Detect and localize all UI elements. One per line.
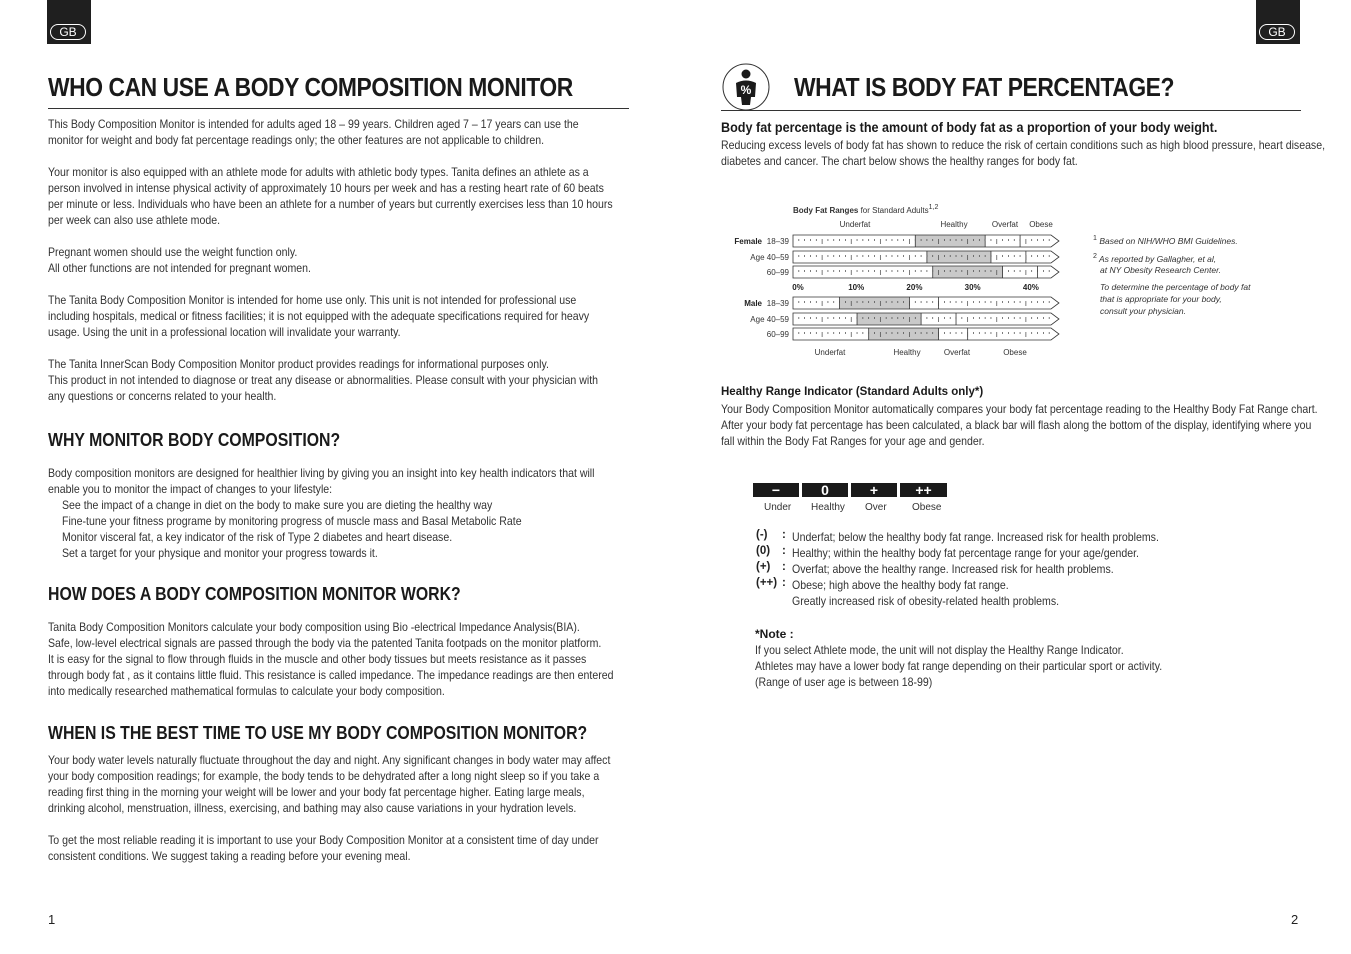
indicator-obese-label: Obese — [912, 502, 942, 513]
chart-age-label: Age 40–59 — [750, 315, 789, 324]
intro-line: usage. Using the unit in a professional location will invalidate your warranty. — [48, 325, 401, 339]
how-line: Tanita Body Composition Monitors calculate your body composition using Bio -electrical Impedance Analysis(BIA). — [48, 620, 580, 634]
indicator-over-cell: + — [851, 483, 897, 497]
intro-line: per minute or less. Individuals who have been an athlete for a number of years but currently exercises less than 10 hours — [48, 197, 613, 211]
chart-bottom-label: Obese — [1003, 348, 1027, 357]
language-badge-right — [1256, 0, 1300, 44]
body-fat-chart — [730, 197, 1075, 362]
legend-text: Obese; high above the healthy body fat range. — [792, 578, 1009, 592]
chart-top-label: Healthy — [940, 220, 968, 229]
legend-code: (0) — [756, 545, 771, 557]
page-number-right: 2 — [1291, 912, 1299, 927]
how-line: Safe, low-level electrical signals are passed through the body via the patented Tanita footpads on the monitor platform. — [48, 636, 602, 650]
footnote-2-line-2: at NY Obesity Research Center. — [1100, 265, 1221, 275]
chart-age-label: 60–99 — [766, 330, 789, 339]
note-heading: *Note : — [755, 627, 794, 641]
title-rule-right — [721, 110, 1301, 111]
healthy-range-indicator — [753, 483, 948, 517]
body-fat-ranges-chart — [730, 197, 1075, 362]
legend-code: (++) — [756, 577, 778, 589]
chart-healthy-band — [927, 251, 991, 263]
why-line: Body composition monitors are designed for healthier living by giving you an insight into key health indicators that will — [48, 466, 595, 480]
legend-code: (-) — [756, 529, 768, 541]
intro-line: any questions or concerns related to your health. — [48, 389, 277, 403]
note-line: If you select Athlete mode, the unit will not display the Healthy Range Indicator. — [755, 643, 1124, 657]
indicator-over-label: Over — [865, 502, 887, 513]
why-line: Set a target for your physique and monitor your progress towards it. — [62, 546, 378, 560]
legend-code: (+) — [756, 561, 771, 573]
legend-extra-line: Greatly increased risk of obesity-related health problems. — [792, 594, 1060, 608]
footnote-3-line-2: that is appropriate for your body, — [1100, 294, 1222, 304]
person-percent-icon — [722, 63, 770, 111]
indicator-line: Your Body Composition Monitor automatically compares your body fat percentage reading to the Healthy Body Fat Range chart. — [721, 402, 1318, 416]
indicator-under-label: Under — [764, 502, 792, 513]
language-badge-left — [47, 0, 91, 44]
chart-title-bold: Body Fat Ranges — [793, 206, 859, 215]
heading-when: WHEN IS THE BEST TIME TO USE MY BODY COMPOSITION MONITOR? — [48, 723, 588, 743]
chart-age-label: 18–39 — [766, 299, 789, 308]
legend-text: Healthy; within the healthy body fat percentage range for your age/gender. — [792, 546, 1139, 560]
chart-title-sup: 1,2 — [928, 204, 939, 211]
footnote-2 — [1093, 251, 1216, 265]
language-label: GB — [1259, 24, 1295, 40]
chart-top-label: Overfat — [991, 220, 1019, 229]
chart-bottom-label: Healthy — [893, 348, 921, 357]
how-line: through body fat , as it contains little fluid. This resistance is called impedance. The impedance readings are then entered — [48, 668, 614, 682]
chart-title — [793, 204, 938, 215]
footnote-1-text: Based on NIH/WHO BMI Guidelines. — [1099, 235, 1238, 246]
when-line: To get the most reliable reading it is important to use your Body Composition Monitor at a consistent time of day under — [48, 833, 599, 847]
heading-how: HOW DOES A BODY COMPOSITION MONITOR WORK? — [48, 584, 461, 604]
page-title-left: WHO CAN USE A BODY COMPOSITION MONITOR — [48, 72, 573, 102]
legend-colon: : — [782, 561, 786, 573]
svg-text:%: % — [740, 83, 752, 97]
why-line: Monitor visceral fat, a key indicator of the risk of Type 2 diabetes and heart disease. — [62, 530, 453, 544]
footnote-3-line-1: To determine the percentage of body fat — [1100, 282, 1251, 292]
chart-group-label: Female — [734, 237, 762, 246]
chart-axis-tick-label: 0% — [792, 283, 804, 292]
chart-healthy-band — [857, 313, 921, 325]
indicator-heading: Healthy Range Indicator (Standard Adults only*) — [721, 386, 984, 398]
page-title-right: WHAT IS BODY FAT PERCENTAGE? — [794, 72, 1175, 102]
chart-bottom-label: Underfat — [814, 348, 846, 357]
footnote-1 — [1093, 233, 1238, 247]
intro-line: person involved in intense physical activity of approximately 10 hours per week and has a resting heart rate of 60 beats — [48, 181, 604, 195]
why-line: See the impact of a change in diet on the body to make sure you are dieting the healthy way — [62, 498, 493, 512]
chart-row-outline — [793, 251, 1059, 263]
intro-line: monitor for weight and body fat percentage readings only; the other features are not applicable to children. — [48, 133, 545, 147]
when-line: reading first thing in the morning your weight will be lower and your body fat percentage higher. Eating large meals, — [48, 785, 585, 799]
indicator-obese-cell: ++ — [900, 483, 947, 497]
how-line: It is easy for the signal to flow through fluids in the muscle and other body tissues but meets resistance as it passes — [48, 652, 587, 666]
body-fat-icon — [722, 63, 770, 111]
chart-age-label: Age 40–59 — [750, 253, 789, 262]
indicator-line: After your body fat percentage has been calculated, a black bar will flash along the bottom of the display, identifying where you — [721, 418, 1312, 432]
indicator-line: fall within the Body Fat Ranges for your age and gender. — [721, 434, 985, 448]
lead-sentence: Body fat percentage is the amount of body fat as a proportion of your body weight. — [721, 119, 1218, 135]
chart-row-outline — [793, 313, 1059, 325]
chart-bottom-label: Overfat — [943, 348, 971, 357]
intro-line: The Tanita Body Composition Monitor is intended for home use only. This unit is not intended for professional use — [48, 293, 577, 307]
footnote-1-marker: 1 — [1093, 234, 1097, 242]
lead-line: diabetes and cancer. The chart below shows the healthy ranges for body fat. — [721, 154, 1078, 168]
chart-row-outline — [793, 266, 1059, 278]
intro-line: This Body Composition Monitor is intended for adults aged 18 – 99 years. Children aged 7 – 17 years can use the — [48, 117, 579, 131]
lead-line: Reducing excess levels of body fat has shown to reduce the risk of certain conditions such as high blood pressure, heart disease, — [721, 138, 1326, 152]
chart-top-label: Obese — [1029, 220, 1053, 229]
indicator-healthy-cell: 0 — [802, 483, 848, 497]
how-line: into medically researched mathematical formulas to calculate your body composition. — [48, 684, 445, 698]
legend-colon: : — [782, 545, 786, 557]
when-line: drinking alcohol, menstruation, illness, exercising, and bathing may also cause variations in your hydration levels. — [48, 801, 577, 815]
chart-age-label: 18–39 — [766, 237, 789, 246]
intro-line: All other functions are not intended for pregnant women. — [48, 261, 311, 275]
why-line: Fine-tune your fitness programe by monitoring progress of muscle mass and Basal Metabolic Rate — [62, 514, 522, 528]
when-line: Your body water levels naturally fluctuate throughout the day and night. Any significant changes in body water may affect — [48, 753, 611, 767]
chart-axis-tick-label: 20% — [906, 283, 923, 292]
footnote-3-line-3: consult your physician. — [1100, 306, 1186, 316]
chart-group-label: Male — [744, 299, 762, 308]
chart-axis-tick-label: 40% — [1022, 283, 1039, 292]
note-line: Athletes may have a lower body fat range depending on their particular sport or activity. — [755, 659, 1163, 673]
legend-colon: : — [782, 577, 786, 589]
chart-top-label: Underfat — [839, 220, 871, 229]
indicator-healthy-label: Healthy — [811, 502, 845, 513]
footnote-2-marker: 2 — [1093, 252, 1097, 260]
intro-line: The Tanita InnerScan Body Composition Monitor product provides readings for informational purposes only. — [48, 357, 549, 371]
intro-line: Your monitor is also equipped with an athlete mode for adults with athletic body types. Tanita defines an athlete as a — [48, 165, 589, 179]
chart-axis-tick-label: 10% — [848, 283, 865, 292]
chart-title-rest: for Standard Adults — [858, 206, 929, 215]
legend-text: Underfat; below the healthy body fat range. Increased risk for health problems. — [792, 530, 1159, 544]
when-line: your body composition readings; for example, the body tends to be dehydrated after a long night sleep so if you take a — [48, 769, 600, 783]
why-line: enable you to monitor the impact of changes to your lifestyle: — [48, 482, 333, 496]
note-line: (Range of user age is between 18-99) — [755, 675, 933, 689]
title-rule-left — [48, 108, 629, 109]
intro-line: per week can also use athlete mode. — [48, 213, 220, 227]
intro-line: This product in not intended to diagnose or treat any disease or abnormalities. Please consult with your physician with — [48, 373, 599, 387]
legend-text: Overfat; above the healthy range. Increased risk for health problems. — [792, 562, 1114, 576]
footnote-2-line-1: As reported by Gallagher, et al, — [1098, 253, 1217, 264]
language-label: GB — [50, 24, 86, 40]
intro-line: including hospitals, medical or fitness facilities; it is not equipped with the adequate specifications required for heavy — [48, 309, 590, 323]
heading-why: WHY MONITOR BODY COMPOSITION? — [48, 430, 341, 450]
chart-row-outline — [793, 297, 1059, 309]
when-line: consistent conditions. We suggest taking a reading before your evening meal. — [48, 849, 411, 863]
chart-axis-tick-label: 30% — [964, 283, 981, 292]
legend-colon: : — [782, 529, 786, 541]
indicator-under-cell: − — [753, 483, 799, 497]
chart-age-label: 60–99 — [766, 268, 789, 277]
intro-line: Pregnant women should use the weight function only. — [48, 245, 298, 259]
page-number-left: 1 — [48, 912, 56, 927]
